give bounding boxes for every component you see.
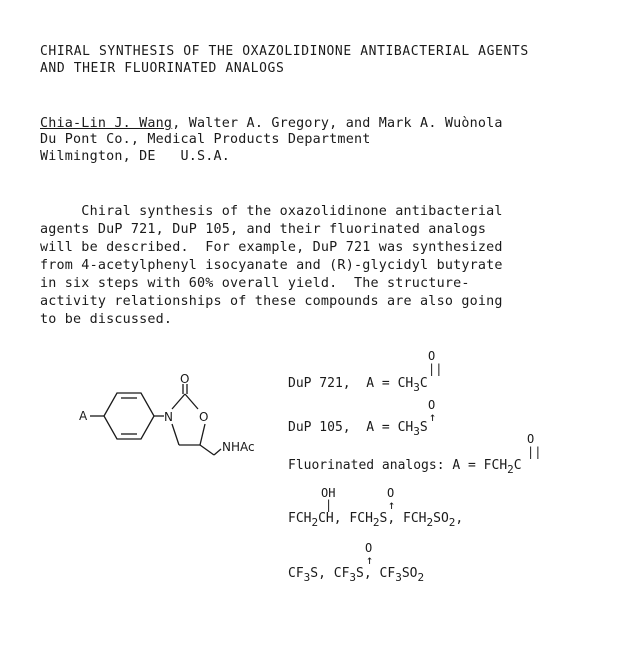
dup721-a-eq: A = (366, 376, 390, 391)
fch2so2-sub2: 2 (426, 516, 434, 529)
abstract-line-2: agents DuP 721, DuP 105, and their fluorinated analogs (40, 222, 487, 237)
dup721-c: C (419, 376, 428, 391)
fch2s-s: S, (379, 511, 396, 526)
cf3so2-so: SO (401, 566, 418, 581)
ring-n-label: N (164, 410, 173, 424)
fch2s-arrow: ↑ (388, 498, 396, 512)
fluorinated-fch: FCH (483, 458, 508, 473)
oh-label: OH (321, 486, 336, 500)
cf3so-s: S, (356, 566, 372, 581)
cf3s-cf: CF (288, 566, 304, 581)
fch2so2-fch: FCH (403, 511, 427, 526)
side-chain-bond-2 (214, 449, 221, 455)
fluorinated-label: Fluorinated analogs: A = (288, 458, 476, 473)
dup721-carbonyl-o: O (428, 349, 436, 363)
paper-title-line-2: AND THEIR FLUORINATED ANALOGS (40, 61, 285, 76)
affiliation-line-2: Wilmington, DE U.S.A. (40, 149, 231, 164)
side-chain-bond (200, 445, 214, 455)
dup105-row (288, 420, 428, 440)
dup721-double-bond: || (428, 362, 443, 376)
fch2s-sub2: 2 (372, 516, 380, 529)
carbonyl-to-o-bond (185, 394, 198, 409)
abstract-line-5: in six steps with 60% overall yield. The structure- (40, 276, 470, 291)
fluoro-analogs-row-2 (288, 566, 424, 586)
cf3so2-cf: CF (379, 566, 396, 581)
cf3so2-sub3: 3 (395, 571, 402, 584)
cf3s-arrow: ↑ (366, 553, 374, 567)
ring-o-label: O (199, 410, 209, 424)
dup721-row (288, 376, 428, 396)
abstract-line-3: will be described. For example, DuP 721 was synthesized (40, 240, 503, 255)
abstract-line-4: from 4-acetylphenyl isocyanate and (R)-glycidyl butyrate (40, 258, 503, 273)
paper-title-line-1: CHIRAL SYNTHESIS OF THE OXAZOLIDINONE ANTIBACTERIAL AGENTS (40, 44, 529, 59)
cf3s-sub3: 3 (303, 571, 311, 584)
carbonyl-o-label: O (180, 372, 190, 386)
fch2so2-comma: , (455, 511, 464, 526)
abstract-line-7: to be discussed. (40, 312, 173, 327)
dup721-label: DuP 721, (288, 376, 351, 391)
dup105-s: S (419, 420, 428, 435)
fch2ch-sub2: 2 (311, 516, 319, 529)
fluorinated-double-bond: || (527, 445, 542, 459)
lead-author: Chia-Lin J. Wang (40, 116, 173, 131)
dup105-sulfoxide-o: O (428, 398, 436, 412)
dup105-ch: CH (397, 420, 414, 435)
substituent-a-label: A (79, 409, 88, 423)
cf3s-s: S, (310, 566, 326, 581)
benzene-ring (104, 393, 154, 439)
cf3s-o-label: O (365, 541, 373, 555)
fluorinated-c: C (513, 458, 522, 473)
dup105-arrow: ↑ (429, 410, 437, 424)
fluorinated-row (288, 458, 522, 478)
fluoro-analogs-row-1 (288, 511, 463, 531)
fch2so2-so: SO (433, 511, 449, 526)
dup105-a-eq: A = (366, 420, 390, 435)
cf3so-cf: CF (333, 566, 350, 581)
oh-bond: | (325, 498, 333, 512)
c5-to-o-bond (200, 424, 205, 445)
dup105-sub3: 3 (413, 425, 420, 438)
fch2s-o-label: O (387, 486, 395, 500)
co-authors: , Walter A. Gregory, and Mark A. Wuònola (172, 116, 503, 131)
abstract-line-6: activity relationships of these compounds are also going (40, 294, 503, 309)
dup721-ch: CH (397, 376, 414, 391)
affiliation-line-1: Du Pont Co., Medical Products Department (40, 132, 371, 147)
n-to-ch2-bond (172, 424, 179, 445)
dup721-sub3: 3 (413, 381, 420, 394)
fluorinated-carbonyl-o: O (527, 432, 535, 446)
dup105-label: DuP 105, (288, 420, 351, 435)
fch2so2-sub2b: 2 (448, 516, 456, 529)
fch2s-fch: FCH (349, 511, 373, 526)
fch2ch-ch: CH, (318, 511, 342, 526)
fluorinated-sub2: 2 (507, 463, 514, 476)
n-to-carbonyl-bond (172, 394, 185, 409)
nhac-label: NHAc (222, 440, 255, 454)
cf3so-sub3: 3 (349, 571, 357, 584)
fch2ch-fch: FCH (288, 511, 312, 526)
abstract-line-1: Chiral synthesis of the oxazolidinone antibacterial (40, 204, 503, 219)
cf3so2-sub2: 2 (417, 571, 425, 584)
